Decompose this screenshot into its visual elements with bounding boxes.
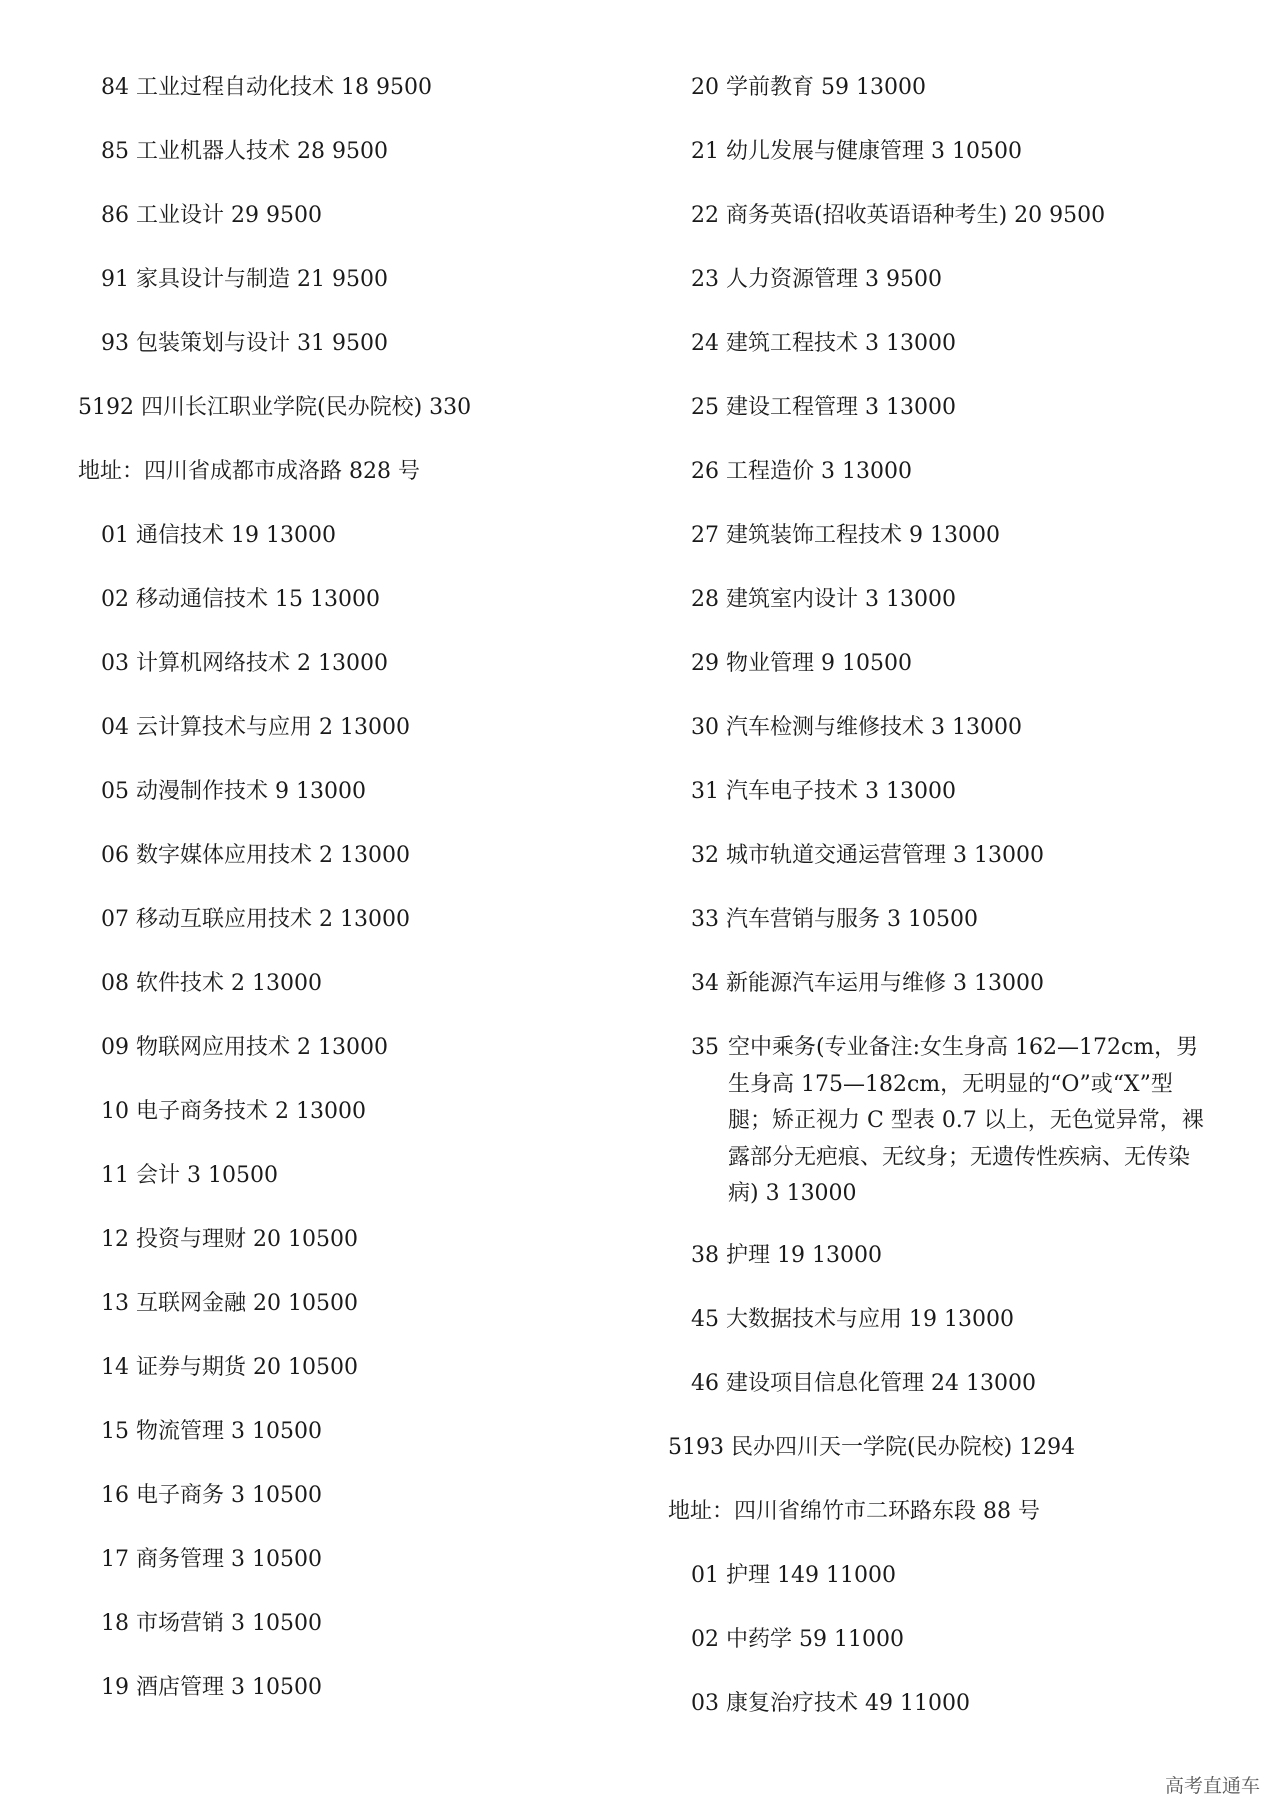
program-entry: 03 康复治疗技术 49 11000: [691, 1690, 970, 1716]
program-entry: 31 汽车电子技术 3 13000: [691, 779, 956, 804]
program-entry: 25 建设工程管理 3 13000: [691, 395, 956, 420]
program-entry: 24 建筑工程技术 3 13000: [691, 331, 956, 356]
program-entry: 34 新能源汽车运用与维修 3 13000: [691, 971, 1044, 996]
program-entry: 08 软件技术 2 13000: [101, 971, 322, 996]
program-entry: 16 电子商务 3 10500: [101, 1483, 322, 1508]
program-entry: 10 电子商务技术 2 13000: [101, 1099, 366, 1124]
program-entry: [668, 1030, 1213, 1213]
right-column: [668, 74, 1213, 1754]
program-entry: 84 工业过程自动化技术 18 9500: [101, 75, 432, 100]
program-entry: 09 物联网应用技术 2 13000: [101, 1035, 388, 1060]
program-entry: 01 护理 149 11000: [691, 1562, 896, 1588]
program-entry: 06 数字媒体应用技术 2 13000: [101, 843, 410, 868]
program-entry: 15 物流管理 3 10500: [101, 1419, 322, 1444]
program-entry: 38 护理 19 13000: [691, 1242, 882, 1268]
program-entry: 21 幼儿发展与健康管理 3 10500: [691, 139, 1022, 164]
institution-line: 5192 四川长江职业学院(民办院校) 330: [78, 395, 472, 420]
program-entry: 26 工程造价 3 13000: [691, 459, 912, 484]
program-entry: 22 商务英语(招收英语语种考生) 20 9500: [691, 203, 1106, 228]
program-entry: 23 人力资源管理 3 9500: [691, 267, 942, 292]
program-entry: 11 会计 3 10500: [101, 1163, 278, 1188]
program-entry: 45 大数据技术与应用 19 13000: [691, 1306, 1014, 1332]
left-column: [78, 74, 638, 1738]
program-entry: 14 证券与期货 20 10500: [101, 1355, 358, 1380]
program-entry: 30 汽车检测与维修技术 3 13000: [691, 715, 1022, 740]
program-entry: 02 移动通信技术 15 13000: [101, 587, 380, 612]
program-entry: 33 汽车营销与服务 3 10500: [691, 907, 978, 932]
program-entry: 18 市场营销 3 10500: [101, 1611, 322, 1636]
program-text: 空中乘务(专业备注:女生身高 162—172cm，男生身高 175—182cm，无明显的“O”或“X”型腿；矫正视力 C 型表 0.7 以上，无色觉异常，裸露部分无疤痕、无纹身；无遗传性疾病、无传染病) 3 13000: [728, 1035, 1204, 1206]
program-entry: 28 建筑室内设计 3 13000: [691, 587, 956, 612]
institution-line: 5193 民办四川天一学院(民办院校) 1294: [668, 1434, 1076, 1460]
program-entry: 91 家具设计与制造 21 9500: [101, 267, 388, 292]
program-entry: 93 包装策划与设计 31 9500: [101, 331, 388, 356]
program-entry: 03 计算机网络技术 2 13000: [101, 651, 388, 676]
program-entry: 13 互联网金融 20 10500: [101, 1291, 358, 1316]
program-entry: 86 工业设计 29 9500: [101, 203, 322, 228]
program-code: 35: [691, 1035, 719, 1060]
program-entry: 05 动漫制作技术 9 13000: [101, 779, 366, 804]
program-entry: 19 酒店管理 3 10500: [101, 1675, 322, 1700]
program-entry: 46 建设项目信息化管理 24 13000: [691, 1370, 1036, 1396]
program-entry: 32 城市轨道交通运营管理 3 13000: [691, 843, 1044, 868]
watermark: 高考直通车: [1164, 1775, 1260, 1797]
program-entry: 29 物业管理 9 10500: [691, 651, 912, 676]
program-entry: 12 投资与理财 20 10500: [101, 1227, 358, 1252]
program-entry: 07 移动互联应用技术 2 13000: [101, 907, 410, 932]
program-entry: 85 工业机器人技术 28 9500: [101, 139, 388, 164]
program-entry: 04 云计算技术与应用 2 13000: [101, 715, 410, 740]
institution-line: 地址：四川省成都市成洛路 828 号: [78, 459, 420, 484]
institution-line: 地址：四川省绵竹市二环路东段 88 号: [668, 1498, 1040, 1524]
program-entry: 17 商务管理 3 10500: [101, 1547, 322, 1572]
program-entry: 20 学前教育 59 13000: [691, 75, 926, 100]
program-entry: 27 建筑装饰工程技术 9 13000: [691, 523, 1000, 548]
program-entry: 01 通信技术 19 13000: [101, 523, 336, 548]
program-entry: 02 中药学 59 11000: [691, 1626, 904, 1652]
